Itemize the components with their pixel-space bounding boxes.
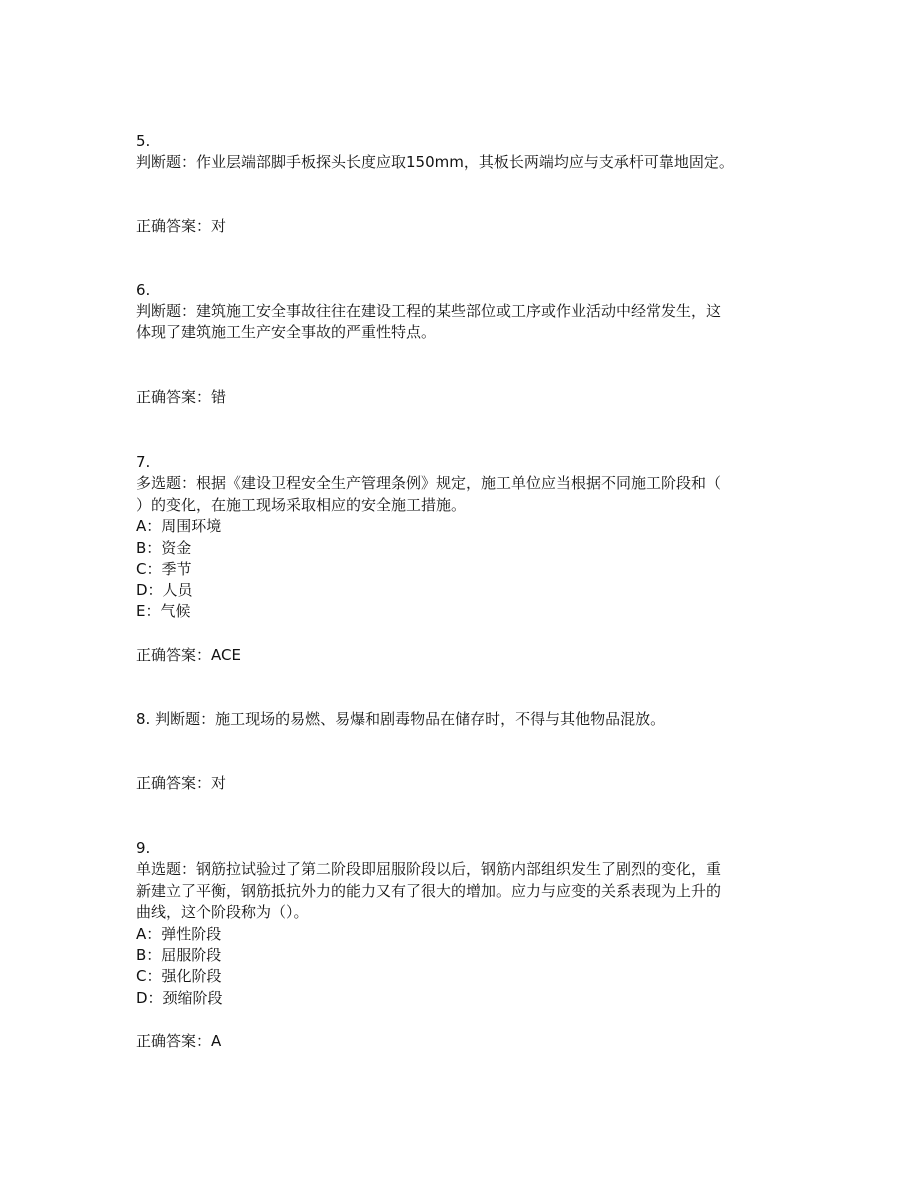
answer-text: 正确答案：A <box>136 1032 222 1050</box>
option-d: D：颈缩阶段 <box>136 989 223 1007</box>
answer-text: 正确答案：ACE <box>136 646 241 664</box>
question-stem-line: 新建立了平衡，钢筋抵抗外力的能力又有了很大的增加。应力与应变的关系表现为上升的 <box>136 882 722 900</box>
question-stem-line: 单选题：钢筋拉试验过了第二阶段即屈服阶段以后，钢筋内部组织发生了剧烈的变化，重 <box>136 860 722 878</box>
option-c: C：强化阶段 <box>136 967 222 985</box>
question-stem-line: 判断题：建筑施工安全事故往往在建设工程的某些部位或工序或作业活动中经常发生，这 <box>136 302 722 320</box>
option-b: B：资金 <box>136 539 192 557</box>
question-number: 9. <box>136 839 151 857</box>
option-a: A：周围环境 <box>136 517 222 535</box>
answer-text: 正确答案：错 <box>136 388 227 406</box>
question-stem-line: 8. 判断题：施工现场的易燃、易爆和剧毒物品在储存时，不得与其他物品混放。 <box>136 710 666 728</box>
answer-text: 正确答案：对 <box>136 774 227 792</box>
option-c: C：季节 <box>136 560 192 578</box>
question-stem-line: 判断题：作业层端部脚手板探头长度应取150mm，其板长两端均应与支承杆可靠地固定。 <box>136 153 734 171</box>
question-stem-line: ）的变化，在施工现场采取相应的安全施工措施。 <box>136 496 467 514</box>
option-e: E：气候 <box>136 602 191 620</box>
question-stem-line: 体现了建筑施工生产安全事故的严重性特点。 <box>136 323 437 341</box>
question-number: 6. <box>136 281 151 299</box>
question-number: 7. <box>136 453 151 471</box>
option-b: B：屈服阶段 <box>136 946 222 964</box>
answer-text: 正确答案：对 <box>136 217 227 235</box>
option-d: D：人员 <box>136 581 193 599</box>
option-a: A：弹性阶段 <box>136 925 222 943</box>
question-stem-line: 多选题：根据《建设卫程安全生产管理条例》规定，施工单位应当根据不同施工阶段和（ <box>136 474 722 492</box>
question-stem-line: 曲线，这个阶段称为（）。 <box>136 903 309 921</box>
question-number: 5. <box>136 132 151 150</box>
